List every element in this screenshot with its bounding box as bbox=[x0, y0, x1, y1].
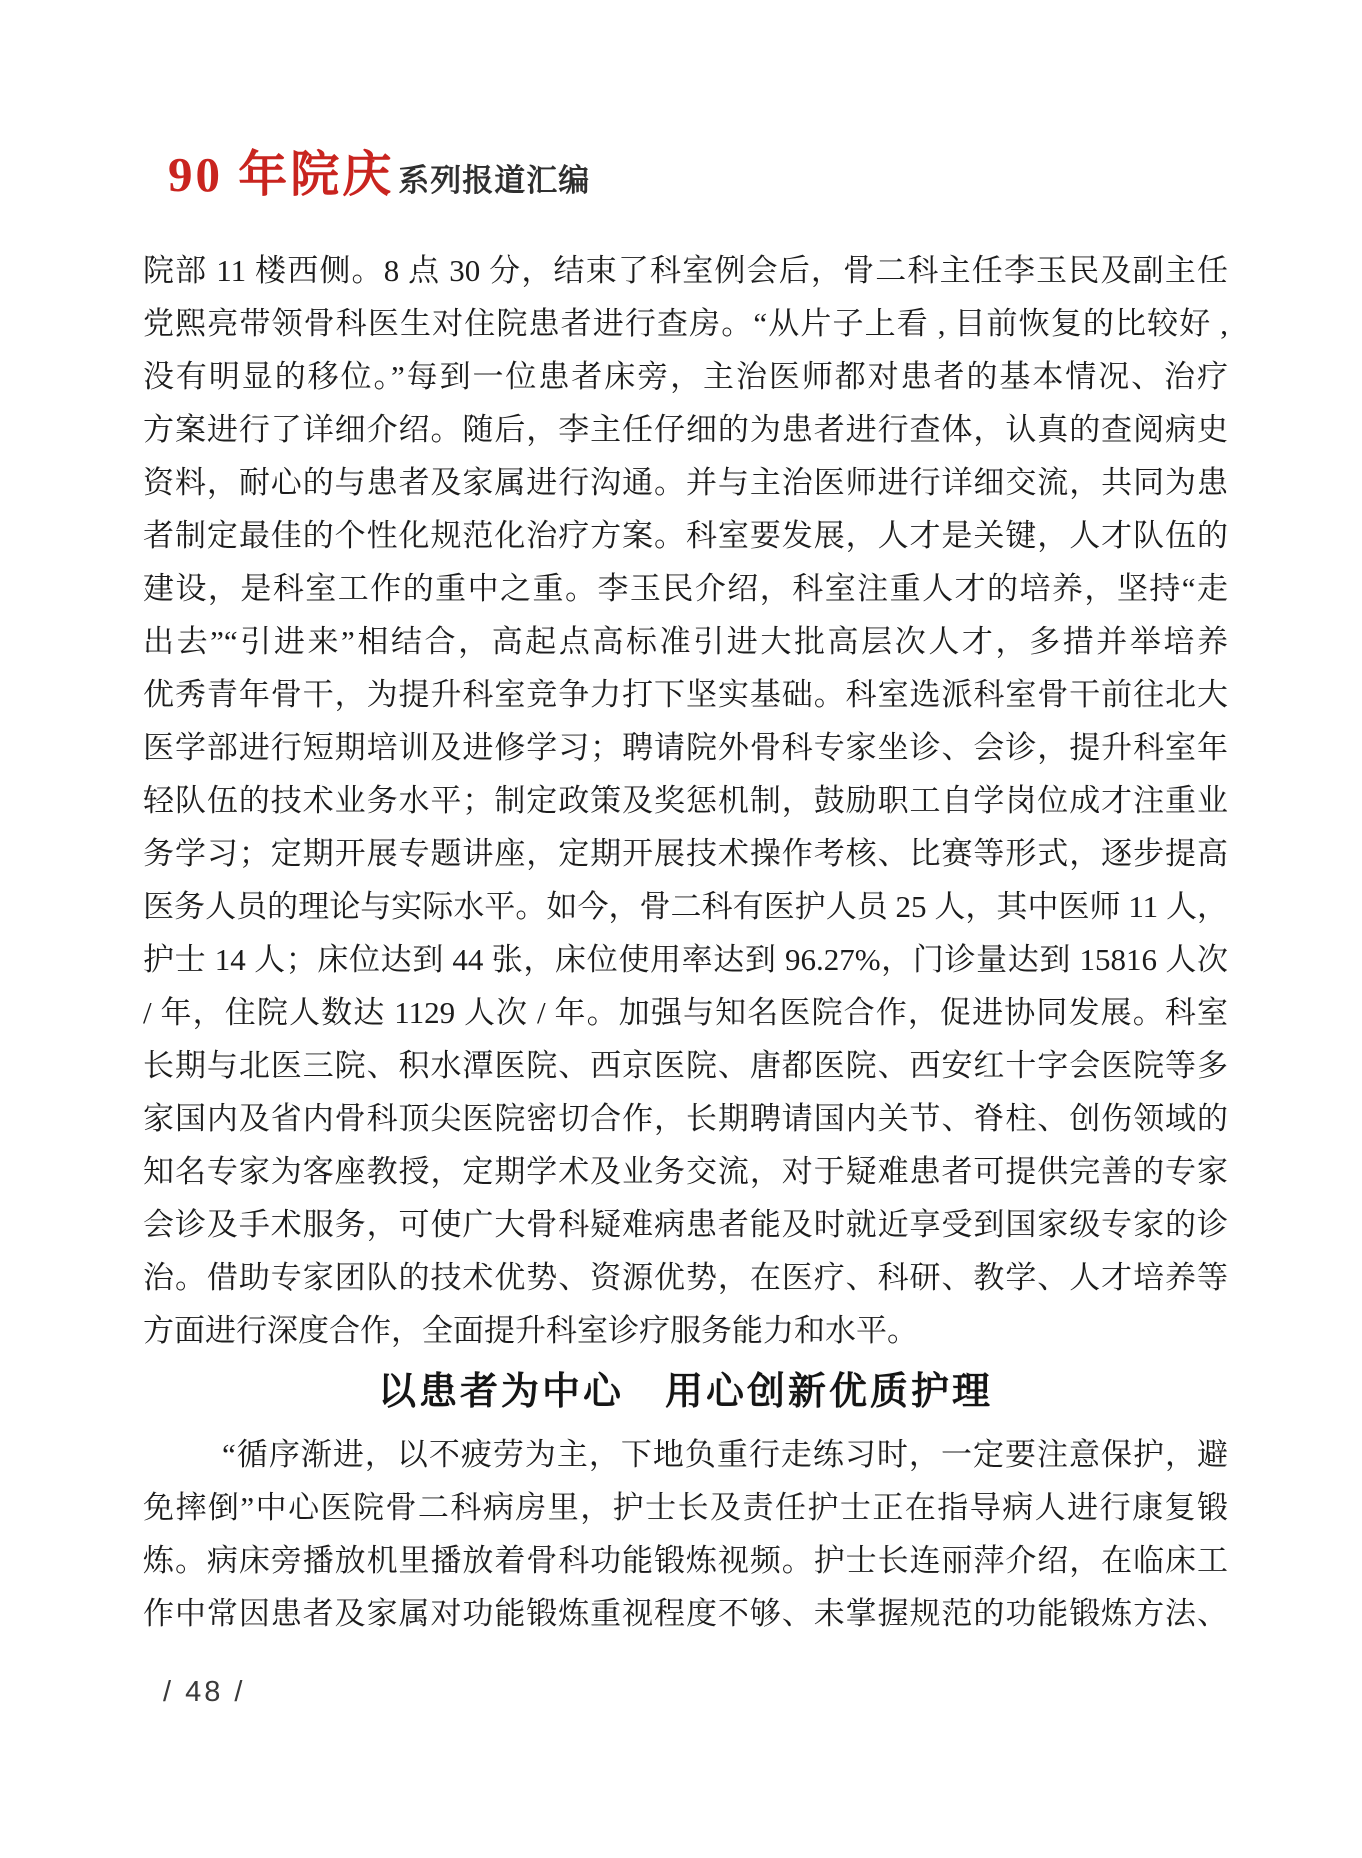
text-line: 者制定最佳的个性化规范化治疗方案。科室要发展，人才是关键，人才队伍的 bbox=[143, 518, 1228, 553]
text-line: 知名专家为客座教授，定期学术及业务交流，对于疑难患者可提供完善的专家 bbox=[143, 1154, 1228, 1189]
text-line: 建设，是科室工作的重中之重。李玉民介绍，科室注重人才的培养，坚持“走 bbox=[143, 571, 1228, 606]
text-line: 医学部进行短期培训及进修学习；聘请院外骨科专家坐诊、会诊，提升科室年 bbox=[143, 730, 1228, 765]
paragraph-nursing-care bbox=[143, 1428, 1228, 1640]
text-line: 治。借助专家团队的技术优势、资源优势，在医疗、科研、教学、人才培养等 bbox=[143, 1260, 1228, 1295]
text-line: 免摔倒”中心医院骨二科病房里，护士长及责任护士正在指导病人进行康复锻 bbox=[143, 1490, 1228, 1525]
page-footer bbox=[163, 1676, 246, 1709]
section-heading: 以患者为中心 用心创新优质护理 bbox=[377, 1371, 993, 1413]
text-line: “循序渐进，以不疲劳为主，下地负重行走练习时，一定要注意保护，避 bbox=[222, 1437, 1228, 1472]
text-line: / 年，住院人数达 1129 人次 / 年。加强与知名医院合作，促进协同发展。科室 bbox=[143, 995, 1228, 1030]
text-line: 家国内及省内骨科顶尖医院密切合作，长期聘请国内关节、脊柱、创伤领域的 bbox=[143, 1101, 1228, 1136]
text-line: 护士 14 人；床位达到 44 张，床位使用率达到 96.27%，门诊量达到 15816 人次 bbox=[143, 942, 1228, 977]
text-line: 医务人员的理论与实际水平。如今，骨二科有医护人员 25 人，其中医师 11 人， bbox=[143, 889, 1228, 924]
text-line: 长期与北医三院、积水潭医院、西京医院、唐都医院、西安红十字会医院等多 bbox=[143, 1048, 1228, 1083]
paragraph-department-report bbox=[143, 244, 1228, 1357]
text-line: 方案进行了详细介绍。随后，李主任仔细的为患者进行查体，认真的查阅病史 bbox=[143, 412, 1228, 447]
series-title: 系列报道汇编 bbox=[398, 163, 591, 198]
text-line: 没有明显的移位。”每到一位患者床旁，主治医师都对患者的基本情况、治疗 bbox=[143, 359, 1228, 394]
article-body bbox=[143, 244, 1228, 1640]
text-line: 务学习；定期开展专题讲座，定期开展技术操作考核、比赛等形式，逐步提高 bbox=[143, 836, 1228, 871]
text-line: 会诊及手术服务，可使广大骨科疑难病患者能及时就近享受到国家级专家的诊 bbox=[143, 1207, 1228, 1242]
text-line: 院部 11 楼西侧。8 点 30 分，结束了科室例会后，骨二科主任李玉民及副主任 bbox=[143, 253, 1228, 288]
page-number: / 48 / bbox=[163, 1676, 246, 1708]
text-line: 党熙亮带领骨科医生对住院患者进行查房。“从片子上看 , 目前恢复的比较好 , bbox=[143, 306, 1228, 341]
text-line: 作中常因患者及家属对功能锻炼重视程度不够、未掌握规范的功能锻炼方法、 bbox=[143, 1596, 1228, 1631]
anniversary-logo-text: 90 年院庆 bbox=[168, 147, 395, 202]
text-line: 出去”“引进来”相结合，高起点高标准引进大批高层次人才，多措并举培养 bbox=[143, 624, 1228, 659]
text-line: 轻队伍的技术业务水平；制定政策及奖惩机制，鼓励职工自学岗位成才注重业 bbox=[143, 783, 1228, 818]
text-line: 优秀青年骨干，为提升科室竞争力打下坚实基础。科室选派科室骨干前往北大 bbox=[143, 677, 1228, 712]
text-line: 方面进行深度合作，全面提升科室诊疗服务能力和水平。 bbox=[143, 1313, 918, 1348]
text-line: 炼。病床旁播放机里播放着骨科功能锻炼视频。护士长连丽萍介绍，在临床工 bbox=[143, 1543, 1228, 1578]
text-line: 资料，耐心的与患者及家属进行沟通。并与主治医师进行详细交流，共同为患 bbox=[143, 465, 1228, 500]
page-header bbox=[168, 136, 590, 206]
